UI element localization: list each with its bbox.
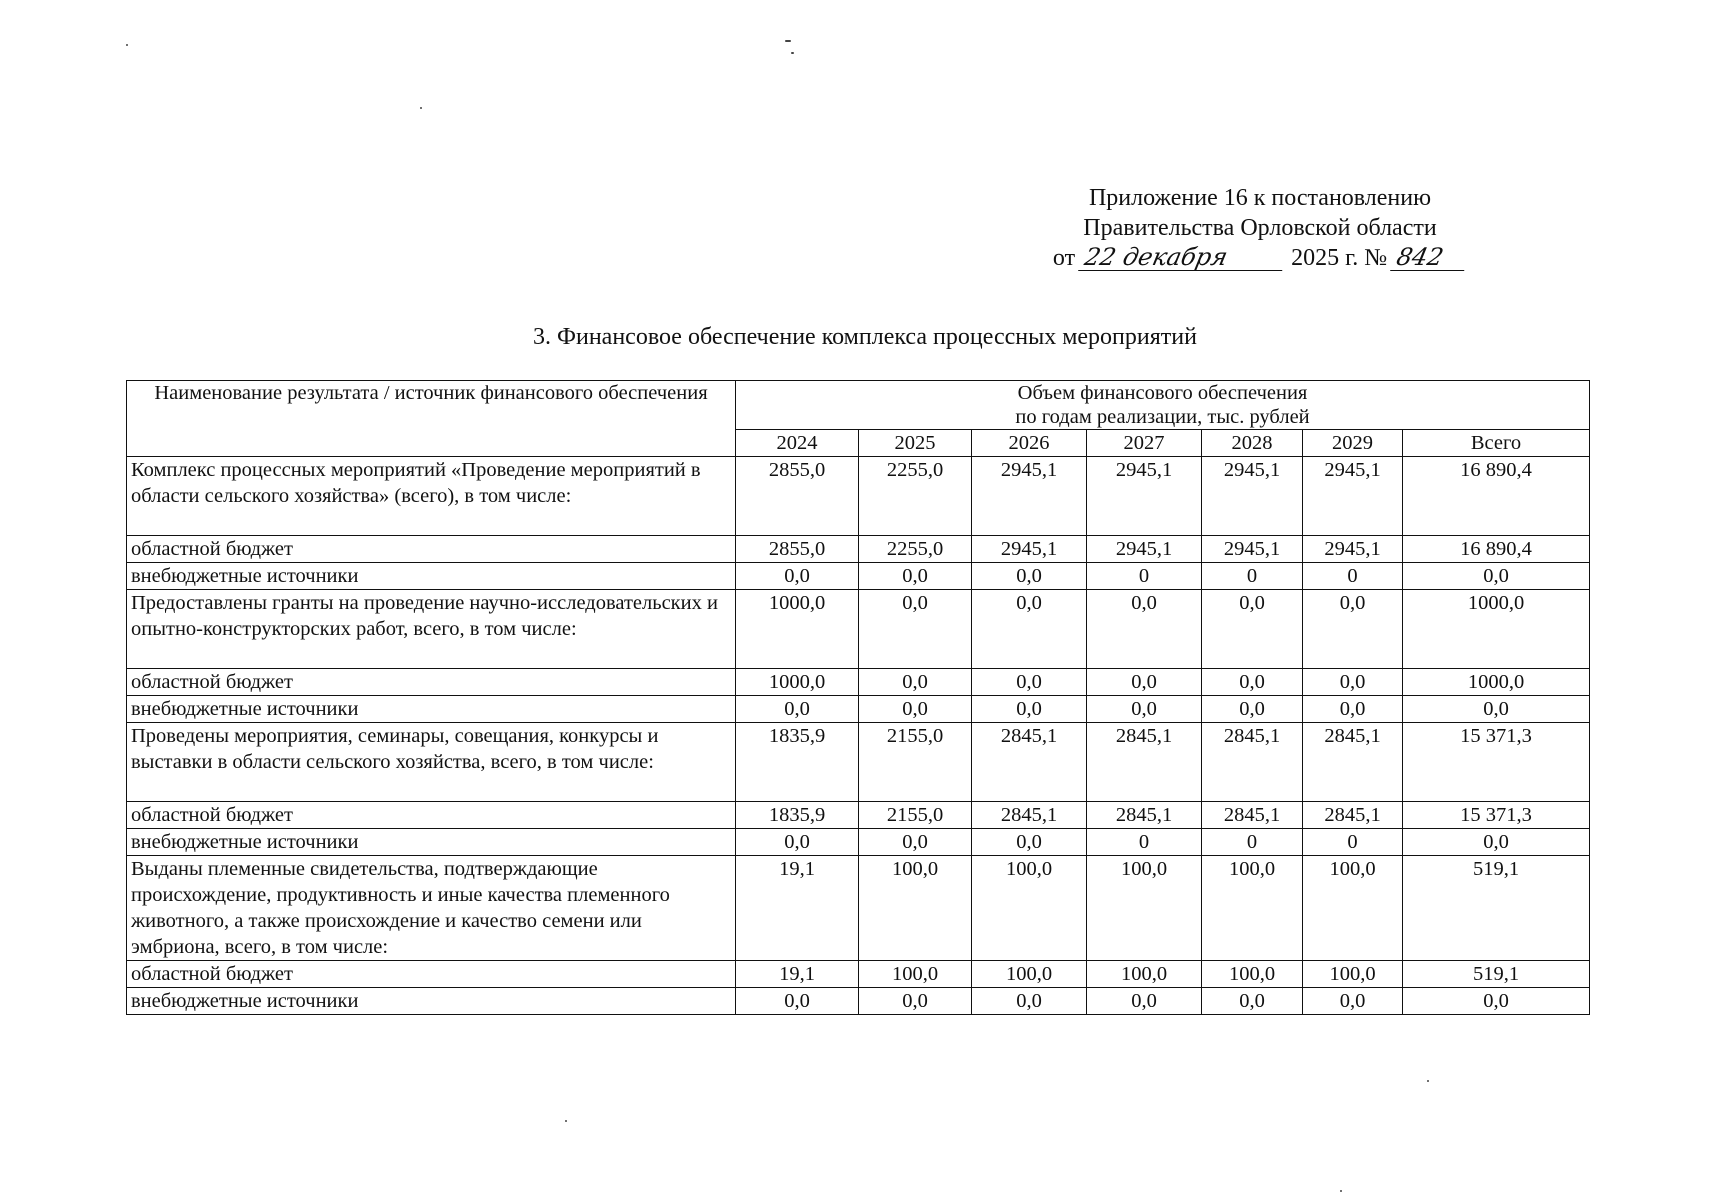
value-cell: 0,0 (736, 563, 859, 590)
table-body (127, 457, 1590, 1015)
value-cell: 1000,0 (1403, 590, 1590, 669)
scan-speck (126, 44, 128, 46)
value-cell: 2845,1 (1303, 723, 1403, 802)
value-cell: 100,0 (1303, 856, 1403, 961)
column-header-year: 2024 (736, 430, 859, 457)
row-name-cell: внебюджетные источники (127, 696, 736, 723)
value-cell: 0,0 (859, 590, 972, 669)
appendix-line-1: Приложение 16 к постановлению (1088, 185, 1432, 211)
scan-speck (785, 40, 791, 42)
value-cell: 0 (1087, 563, 1202, 590)
table-row (127, 723, 1590, 802)
section-title: 3. Финансовое обеспечение комплекса процессных мероприятий (533, 324, 1197, 350)
value-cell: 100,0 (972, 961, 1087, 988)
scan-speck (420, 107, 422, 109)
value-cell: 19,1 (736, 961, 859, 988)
value-cell: 2945,1 (1202, 457, 1303, 536)
value-cell: 0,0 (1087, 988, 1202, 1015)
volume-header-line-2: по годам реализации, тыс. рублей (1015, 406, 1310, 428)
value-cell: 2945,1 (1303, 536, 1403, 563)
year-and-number-label: 2025 г. № (1291, 245, 1388, 271)
value-cell: 0,0 (972, 988, 1087, 1015)
column-header-year: 2026 (972, 430, 1087, 457)
table-row (127, 590, 1590, 669)
value-cell: 2945,1 (972, 457, 1087, 536)
value-cell: 2255,0 (859, 536, 972, 563)
value-cell: 0,0 (859, 669, 972, 696)
column-header-year: Всего (1403, 430, 1590, 457)
column-header-year: 2029 (1303, 430, 1403, 457)
value-cell: 519,1 (1403, 961, 1590, 988)
value-cell: 100,0 (972, 856, 1087, 961)
value-cell: 0,0 (972, 696, 1087, 723)
column-header-year: 2027 (1087, 430, 1202, 457)
table-row (127, 961, 1590, 988)
value-cell: 0,0 (1202, 988, 1303, 1015)
value-cell: 1000,0 (736, 590, 859, 669)
date-prefix: от (1052, 245, 1076, 271)
value-cell: 0,0 (1202, 590, 1303, 669)
value-cell: 100,0 (1202, 856, 1303, 961)
row-name-cell: внебюджетные источники (127, 829, 736, 856)
value-cell: 2945,1 (1087, 536, 1202, 563)
value-cell: 100,0 (1087, 961, 1202, 988)
financing-table (126, 380, 1590, 1015)
row-name-cell: Выданы племенные свидетельства, подтверждающие происхождение, продуктивность и иные качества племенного животного, а также происхождение и качество семени или эмбриона, всего, в том числе: (127, 856, 736, 961)
value-cell: 0,0 (1303, 590, 1403, 669)
value-cell: 519,1 (1403, 856, 1590, 961)
column-header-volume (736, 381, 1590, 430)
value-cell: 16 890,4 (1403, 457, 1590, 536)
table-row (127, 988, 1590, 1015)
value-cell: 0,0 (1202, 696, 1303, 723)
table-row (127, 829, 1590, 856)
column-header-name: Наименование результата / источник финансового обеспечения (127, 381, 736, 457)
value-cell: 1835,9 (736, 802, 859, 829)
row-name-cell: внебюджетные источники (127, 988, 736, 1015)
table-row (127, 563, 1590, 590)
table-row (127, 856, 1590, 961)
value-cell: 100,0 (859, 856, 972, 961)
value-cell: 0,0 (1403, 829, 1590, 856)
appendix-header (1040, 183, 1480, 273)
column-header-year: 2025 (859, 430, 972, 457)
value-cell: 0 (1087, 829, 1202, 856)
value-cell: 0,0 (1303, 696, 1403, 723)
value-cell: 2845,1 (972, 723, 1087, 802)
value-cell: 2155,0 (859, 723, 972, 802)
header-row-1 (127, 381, 1590, 430)
value-cell: 2155,0 (859, 802, 972, 829)
value-cell: 100,0 (859, 961, 972, 988)
value-cell: 0 (1303, 563, 1403, 590)
scan-speck (565, 1120, 567, 1122)
value-cell: 2845,1 (1303, 802, 1403, 829)
handwritten-date: 22 декабря (1078, 244, 1288, 271)
value-cell: 100,0 (1303, 961, 1403, 988)
value-cell: 0,0 (736, 988, 859, 1015)
value-cell: 0,0 (1303, 669, 1403, 696)
value-cell: 2855,0 (736, 457, 859, 536)
value-cell: 0,0 (1087, 696, 1202, 723)
handwritten-number: 842 (1390, 244, 1470, 271)
appendix-line-2: Правительства Орловской области (1083, 215, 1437, 241)
table-row (127, 696, 1590, 723)
table-row (127, 457, 1590, 536)
value-cell: 0,0 (1303, 988, 1403, 1015)
column-header-year: 2028 (1202, 430, 1303, 457)
table-row (127, 536, 1590, 563)
scan-speck (1427, 1080, 1429, 1082)
value-cell: 1835,9 (736, 723, 859, 802)
value-cell: 2855,0 (736, 536, 859, 563)
table-row (127, 802, 1590, 829)
value-cell: 19,1 (736, 856, 859, 961)
value-cell: 2945,1 (1303, 457, 1403, 536)
row-name-cell: областной бюджет (127, 536, 736, 563)
value-cell: 15 371,3 (1403, 802, 1590, 829)
scan-speck (791, 52, 794, 54)
value-cell: 2845,1 (1087, 802, 1202, 829)
value-cell: 2845,1 (972, 802, 1087, 829)
value-cell: 0,0 (972, 669, 1087, 696)
value-cell: 0 (1202, 563, 1303, 590)
value-cell: 0,0 (859, 988, 972, 1015)
value-cell: 100,0 (1202, 961, 1303, 988)
row-name-cell: Проведены мероприятия, семинары, совещания, конкурсы и выставки в области сельского хозяйства, всего, в том числе: (127, 723, 736, 802)
value-cell: 0,0 (859, 696, 972, 723)
value-cell: 0,0 (1403, 988, 1590, 1015)
value-cell: 2945,1 (972, 536, 1087, 563)
row-name-cell: областной бюджет (127, 669, 736, 696)
row-name-cell: внебюджетные источники (127, 563, 736, 590)
value-cell: 2845,1 (1202, 802, 1303, 829)
value-cell: 0,0 (1087, 590, 1202, 669)
value-cell: 0 (1303, 829, 1403, 856)
row-name-cell: областной бюджет (127, 961, 736, 988)
value-cell: 2945,1 (1087, 457, 1202, 536)
value-cell: 0,0 (1403, 563, 1590, 590)
table-row (127, 669, 1590, 696)
row-name-cell: Предоставлены гранты на проведение научно-исследовательских и опытно-конструкторских работ, всего, в том числе: (127, 590, 736, 669)
value-cell: 0,0 (972, 590, 1087, 669)
value-cell: 2945,1 (1202, 536, 1303, 563)
value-cell: 0,0 (1403, 696, 1590, 723)
row-name-cell: областной бюджет (127, 802, 736, 829)
value-cell: 2255,0 (859, 457, 972, 536)
value-cell: 0,0 (1202, 669, 1303, 696)
value-cell: 1000,0 (736, 669, 859, 696)
row-name-cell: Комплекс процессных мероприятий «Проведение мероприятий в области сельского хозяйства» (всего), в том числе: (127, 457, 736, 536)
value-cell: 0,0 (859, 829, 972, 856)
value-cell: 0,0 (736, 829, 859, 856)
value-cell: 2845,1 (1202, 723, 1303, 802)
value-cell: 1000,0 (1403, 669, 1590, 696)
value-cell: 100,0 (1087, 856, 1202, 961)
value-cell: 2845,1 (1087, 723, 1202, 802)
appendix-date-line (1040, 243, 1480, 273)
value-cell: 15 371,3 (1403, 723, 1590, 802)
scan-speck (1340, 1190, 1342, 1192)
value-cell: 0,0 (736, 696, 859, 723)
value-cell: 0,0 (972, 563, 1087, 590)
value-cell: 16 890,4 (1403, 536, 1590, 563)
volume-header-line-1: Объем финансового обеспечения (1017, 382, 1308, 404)
value-cell: 0 (1202, 829, 1303, 856)
value-cell: 0,0 (1087, 669, 1202, 696)
value-cell: 0,0 (972, 829, 1087, 856)
value-cell: 0,0 (859, 563, 972, 590)
